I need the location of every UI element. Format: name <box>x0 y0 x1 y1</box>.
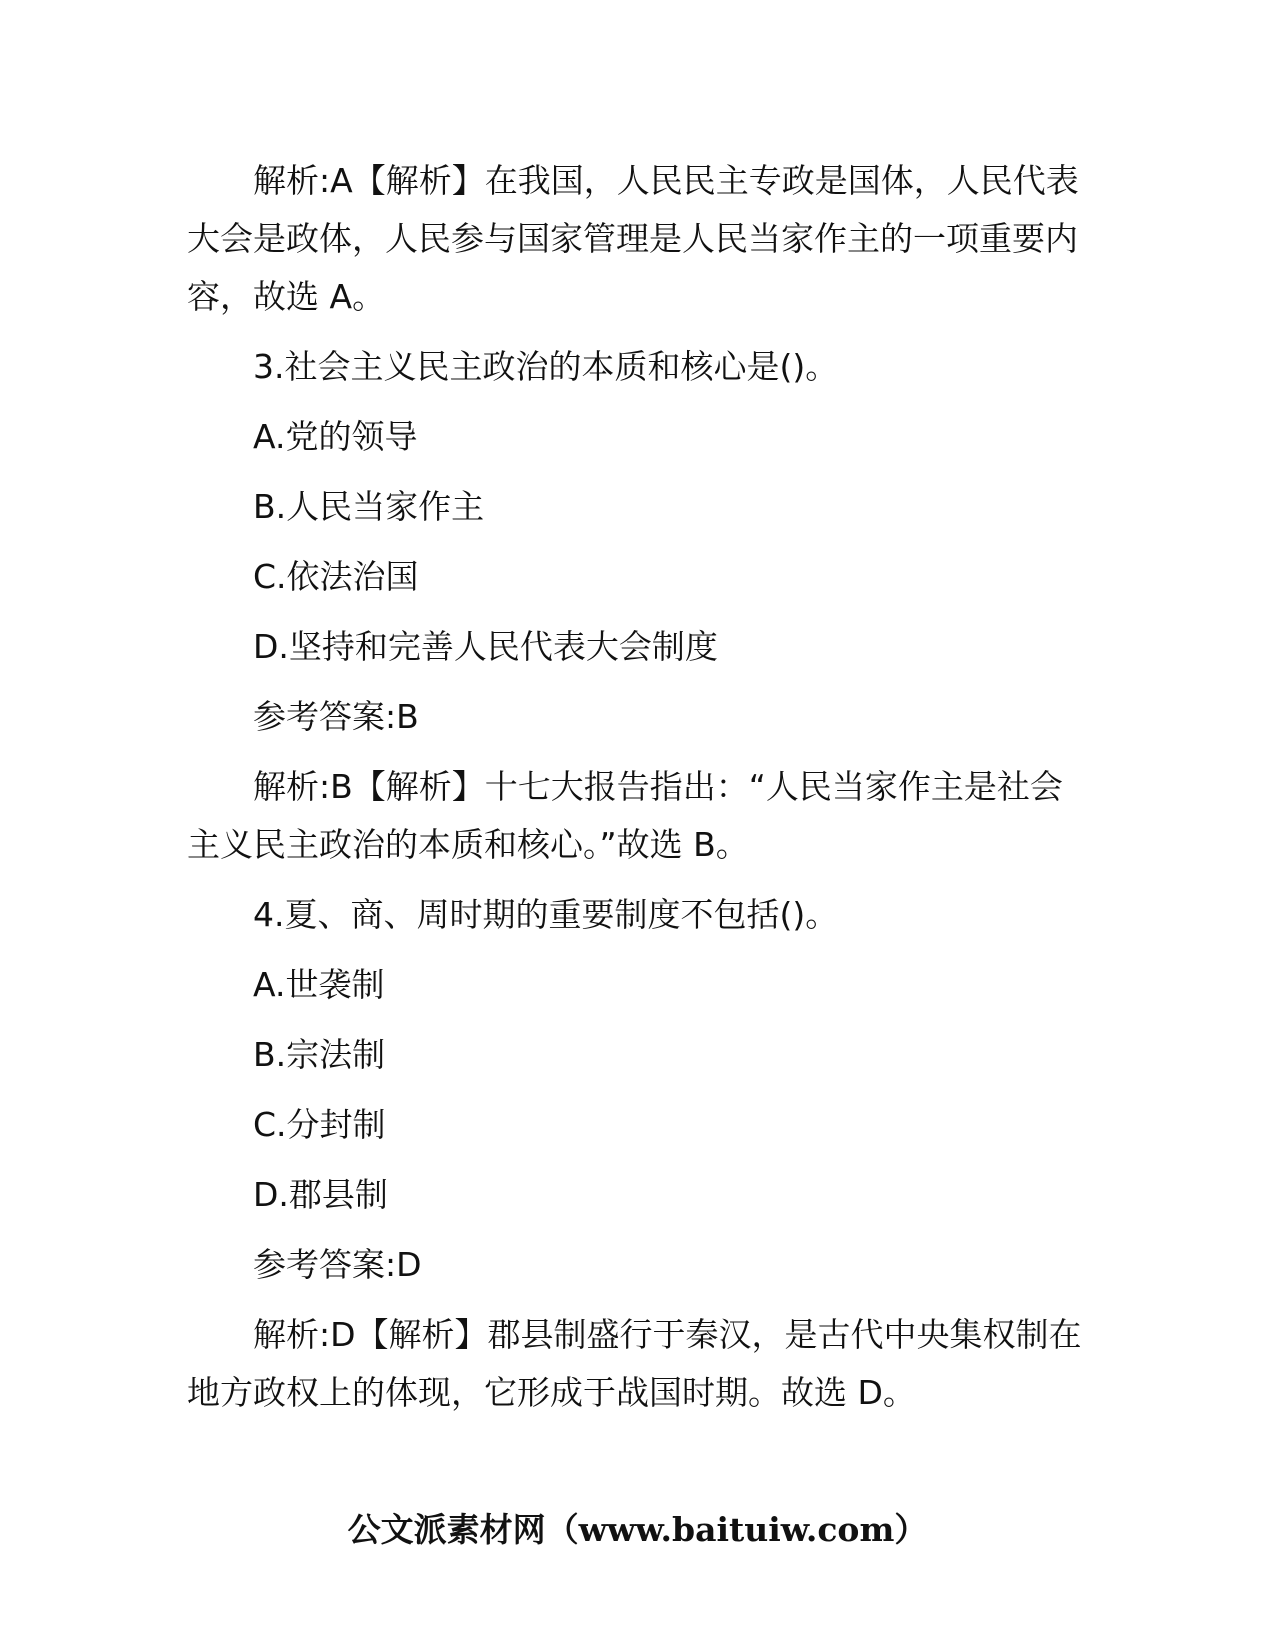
q4-option-c: C.分封制 <box>253 1105 386 1144</box>
q3-option-a: A.党的领导 <box>253 417 418 456</box>
q4-option-b: B.宗法制 <box>253 1035 386 1074</box>
q3-option-b: B.人民当家作主 <box>253 487 485 526</box>
analysis-q2: 解析:A【解析】在我国，人民民主专政是国体，人民代表大会是政体，人民参与国家管理是人民当家作主的一项重要内容，故选 A。 <box>187 161 1079 316</box>
question-4: 4.夏、商、周时期的重要制度不包括()。 <box>253 895 839 934</box>
analysis-q3: 解析:B【解析】十七大报告指出：“人民当家作主是社会主义民主政治的本质和核心。”故选 B。 <box>187 767 1063 864</box>
document-body <box>187 152 1092 1434</box>
q4-option-a: A.世袭制 <box>253 965 385 1004</box>
analysis-q4: 解析:D【解析】郡县制盛行于秦汉，是古代中央集权制在地方政权上的体现，它形成于战国时期。故选 D。 <box>187 1315 1082 1412</box>
q3-option-c: C.依法治国 <box>253 557 419 596</box>
q3-answer: 参考答案:B <box>253 697 419 736</box>
q4-answer: 参考答案:D <box>253 1245 422 1284</box>
footer-source: 公文派素材网（www.baituiw.com） <box>347 1510 928 1549</box>
q3-option-d: D.坚持和完善人民代表大会制度 <box>253 627 718 666</box>
q4-option-d: D.郡县制 <box>253 1175 388 1214</box>
question-3: 3.社会主义民主政治的本质和核心是()。 <box>253 347 839 386</box>
